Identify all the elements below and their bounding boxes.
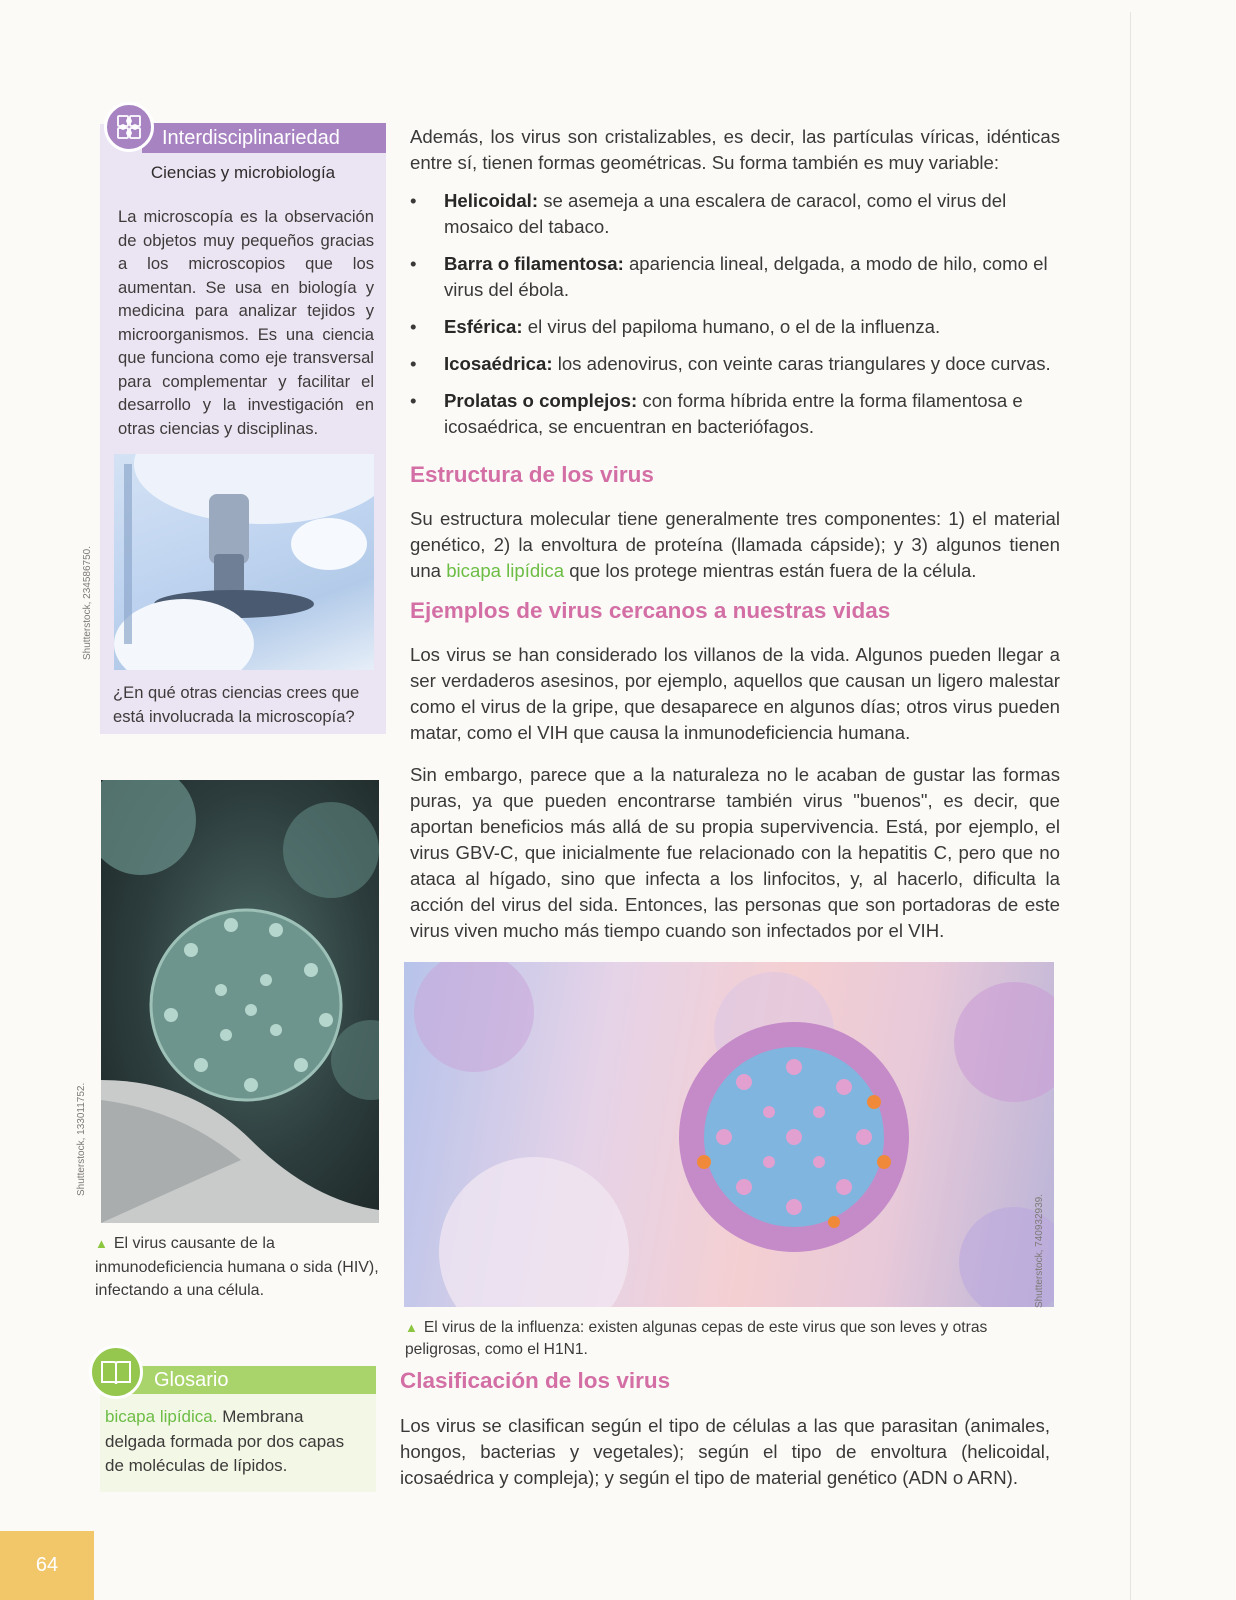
glossary-title: Glosario xyxy=(154,1369,229,1391)
structure-text-before: Su estructura molecular tiene generalmente tres componentes: 1) el material genético, 2) la envoltura de proteína (llamada cápside); y 3) algunos tienen una xyxy=(410,508,1060,581)
book-icon xyxy=(89,1345,143,1399)
hiv-caption xyxy=(95,1232,380,1303)
structure-highlight: bicapa lipídica xyxy=(446,560,565,581)
shape-text: los adenovirus, con veinte caras triangulares y doce curvas. xyxy=(552,353,1051,374)
shape-text: se asemeja a una escalera de caracol, como el virus del mosaico del tabaco. xyxy=(444,190,1007,237)
shape-text: con forma híbrida entre la forma filamentosa e icosaédrica, se encuentran en bacteriófagos. xyxy=(444,390,1023,437)
page-edge xyxy=(1130,12,1131,1600)
microscope-photo xyxy=(114,454,374,670)
puzzle-icon xyxy=(104,102,154,152)
influenza-virus-image xyxy=(404,962,1054,1307)
triangle-bullet-icon: ▲ xyxy=(405,1320,418,1335)
glossary-definition: Membrana delgada formada por dos capas de moléculas de lípidos. xyxy=(105,1407,345,1475)
influenza-caption-text: El virus de la influenza: existen algunas cepas de este virus que son leves y otras peligrosas, como el H1N1. xyxy=(405,1319,988,1358)
hiv-caption-text: El virus causante de la inmunodeficiencia humana o sida (HIV), infectando a una célula. xyxy=(95,1235,379,1299)
glossary-term: bicapa lipídica. xyxy=(105,1407,218,1426)
structure-heading: Estructura de los virus xyxy=(410,462,654,487)
examples-heading: Ejemplos de virus cercanos a nuestras vidas xyxy=(410,598,891,623)
list-item xyxy=(410,314,1060,340)
examples-paragraph-1: Los virus se han considerado los villanos de la vida. Algunos pueden llegar a ser verdaderos asesinos, por ejemplo, aquellos que causan un ligero malestar como el virus de la gripe, que desaparece en algunos días; otros virus pueden matar, como el VIH que causa la inmunodeficiencia humana. xyxy=(410,644,1060,743)
glossary-entry xyxy=(105,1405,367,1479)
list-item xyxy=(410,188,1060,240)
shape-term: Esférica: xyxy=(444,316,523,337)
influenza-caption xyxy=(405,1317,1055,1361)
microscope-photo-credit: Shutterstock, 234586750. xyxy=(82,546,93,660)
classification-paragraph: Los virus se clasifican según el tipo de células a las que parasitan (animales, hongos, bacterias y vegetales); según el tipo de envoltura (helicoidal, icosaédrica y compleja); y según el tipo de material genético (ADN o ARN). xyxy=(400,1415,1050,1488)
interdisciplinary-body: La microscopía es la observación de objetos muy pequeños gracias a los microscopios que los aumentan. Se usa en biología y medicina para analizar tejidos y microorganismos. Es una ciencia que funciona como eje transversal para complementar y facilitar el desarrollo y la investigación en otras ciencias y disciplinas. xyxy=(118,207,374,438)
list-item xyxy=(410,388,1060,440)
triangle-bullet-icon: ▲ xyxy=(95,1236,108,1251)
intro-paragraph: Además, los virus son cristalizables, es decir, las partículas víricas, idénticas entre sí, tienen formas geométricas. Su forma también es muy variable: xyxy=(410,126,1060,173)
hiv-image-credit: Shutterstock, 133011752. xyxy=(76,1082,87,1196)
list-item xyxy=(410,351,1060,377)
virus-shapes-list xyxy=(410,188,1060,451)
shape-term: Helicoidal: xyxy=(444,190,539,211)
structure-paragraph xyxy=(410,506,1060,584)
interdisciplinary-question: ¿En qué otras ciencias crees que está involucrada la microscopía? xyxy=(113,683,360,726)
influenza-image-credit: Shutterstock, 740932939. xyxy=(1034,1194,1045,1308)
interdisciplinary-title: Interdisciplinariedad xyxy=(162,127,340,149)
list-item xyxy=(410,251,1060,303)
shape-text: el virus del papiloma humano, o el de la influenza. xyxy=(522,316,941,337)
page-number: 64 xyxy=(0,1531,94,1600)
hiv-virus-image xyxy=(101,780,379,1223)
shape-text: apariencia lineal, delgada, a modo de hilo, como el virus del ébola. xyxy=(444,253,1048,300)
shape-term: Barra o filamentosa: xyxy=(444,253,624,274)
classification-heading: Clasificación de los virus xyxy=(400,1368,671,1393)
structure-text-after: que los protege mientras están fuera de la célula. xyxy=(564,560,977,581)
interdisciplinary-subtitle: Ciencias y microbiología xyxy=(150,163,336,182)
shape-term: Icosaédrica: xyxy=(444,353,553,374)
examples-paragraph-2: Sin embargo, parece que a la naturaleza no le acaban de gustar las formas puras, ya que pueden encontrarse también virus "buenos", es decir, que aportan beneficios más allá de su propia supervivencia. Está, por ejemplo, el virus GBV-C, que inicialmente fue relacionado con la hepatitis C, pero que no ataca al hígado, sino que infecta a los linfocitos, y, al hacerlo, dificulta la acción del virus del sida. Entonces, las personas que son portadoras de este virus viven mucho más tiempo cuando son infectados por el VIH. xyxy=(410,764,1060,941)
shape-term: Prolatas o complejos: xyxy=(444,390,638,411)
